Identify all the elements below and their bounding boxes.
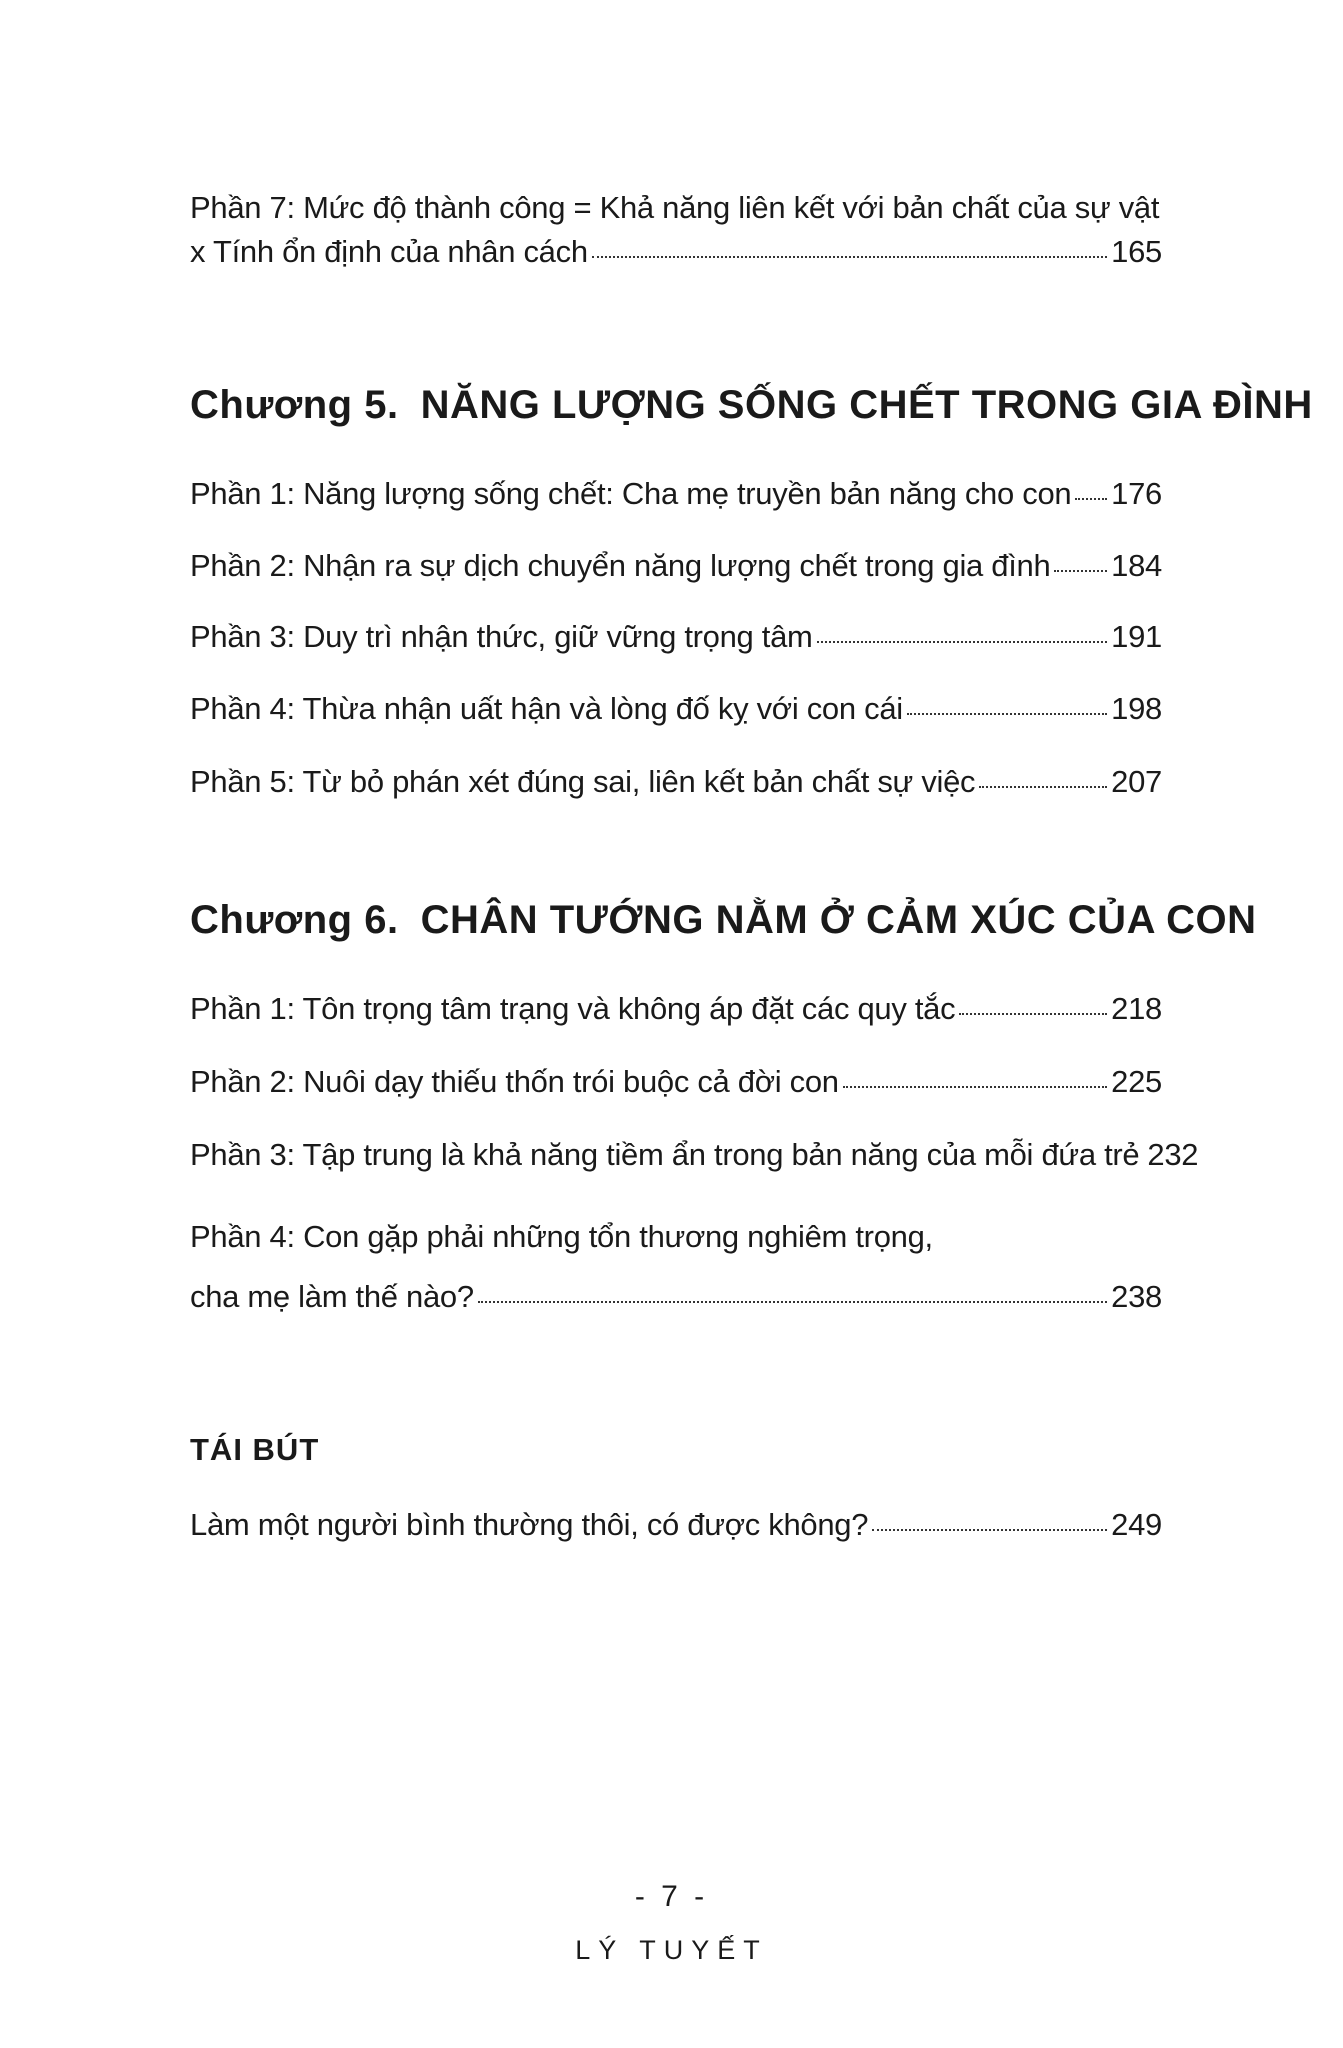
toc-entry bbox=[190, 472, 1162, 516]
toc-page-number: 249 bbox=[1111, 1507, 1162, 1542]
toc-entry-title: Phần 2: Nuôi dạy thiếu thốn trói buộc cả đời con bbox=[190, 1064, 839, 1099]
toc-page-number: 238 bbox=[1111, 1279, 1162, 1314]
dot-leader bbox=[907, 713, 1107, 715]
dot-leader bbox=[817, 641, 1108, 643]
toc-entry bbox=[190, 1060, 1162, 1104]
toc-entry-title: Phần 4: Thừa nhận uất hận và lòng đố kỵ với con cái bbox=[190, 691, 903, 726]
toc-page-number: 218 bbox=[1111, 991, 1162, 1026]
dot-leader bbox=[1054, 570, 1107, 572]
dot-leader bbox=[843, 1086, 1107, 1088]
dot-leader bbox=[592, 256, 1107, 258]
toc-entry-row bbox=[190, 230, 1162, 274]
toc-page-number: 184 bbox=[1111, 548, 1162, 583]
toc-entry-title: Làm một người bình thường thôi, có được không? bbox=[190, 1507, 869, 1542]
toc-entry bbox=[190, 544, 1162, 588]
toc-entry bbox=[190, 687, 1162, 731]
toc-entry bbox=[190, 1503, 1162, 1547]
chapter-label: Chương 5. bbox=[190, 383, 399, 427]
toc-entry-title-line1: Phần 4: Con gặp phải những tổn thương nghiêm trọng, bbox=[190, 1219, 933, 1254]
toc-entry-title-line2: x Tính ổn định của nhân cách bbox=[190, 234, 588, 269]
dot-leader bbox=[872, 1529, 1107, 1531]
page-number: - 7 - bbox=[634, 1880, 709, 1913]
toc-entry-part7 bbox=[190, 186, 1162, 274]
toc-page-number: 232 bbox=[1147, 1137, 1199, 1172]
author-name: LÝ TUYẾT bbox=[575, 1935, 768, 1965]
toc-entry-title: Phần 1: Năng lượng sống chết: Cha mẹ truyền bản năng cho con bbox=[190, 476, 1072, 511]
postscript-heading: TÁI BÚT bbox=[190, 1432, 320, 1467]
toc-entry bbox=[190, 615, 1162, 659]
toc-entry-two-line bbox=[190, 1215, 1162, 1319]
dot-leader bbox=[1075, 498, 1107, 500]
toc-entry-title-line2: cha mẹ làm thế nào? bbox=[190, 1279, 474, 1314]
dot-leader bbox=[979, 786, 1107, 788]
toc-entry bbox=[190, 987, 1162, 1031]
toc-entry-title: Phần 5: Từ bỏ phán xét đúng sai, liên kết bản chất sự việc bbox=[190, 764, 976, 799]
toc-page-number: 207 bbox=[1111, 764, 1162, 799]
toc-page-number: 198 bbox=[1111, 691, 1162, 726]
toc-entry-title: Phần 3: Tập trung là khả năng tiềm ẩn trong bản năng của mỗi đứa trẻ bbox=[190, 1137, 1140, 1172]
toc-entry-title-line1: Phần 7: Mức độ thành công = Khả năng liên kết với bản chất của sự vật bbox=[190, 190, 1160, 225]
chapter-6-heading bbox=[190, 898, 1257, 943]
toc-page-number: 191 bbox=[1111, 619, 1162, 654]
chapter-5-heading bbox=[190, 383, 1313, 428]
toc-entry bbox=[190, 1133, 1199, 1177]
chapter-label: Chương 6. bbox=[190, 898, 399, 942]
chapter-title: CHÂN TƯỚNG NẰM Ở CẢM XÚC CỦA CON bbox=[420, 898, 1257, 942]
toc-page-number: 165 bbox=[1111, 234, 1162, 269]
toc-page-number: 225 bbox=[1111, 1064, 1162, 1099]
toc-entry-title: Phần 2: Nhận ra sự dịch chuyển năng lượng chết trong gia đình bbox=[190, 548, 1051, 583]
toc-entry-title: Phần 3: Duy trì nhận thức, giữ vững trọng tâm bbox=[190, 619, 813, 654]
chapter-title: NĂNG LƯỢNG SỐNG CHẾT TRONG GIA ĐÌNH bbox=[420, 383, 1313, 427]
toc-page-number: 176 bbox=[1111, 476, 1162, 511]
toc-entry-title: Phần 1: Tôn trọng tâm trạng và không áp đặt các quy tắc bbox=[190, 991, 956, 1026]
dot-leader bbox=[959, 1013, 1107, 1015]
toc-entry bbox=[190, 760, 1162, 804]
dot-leader bbox=[478, 1301, 1107, 1303]
